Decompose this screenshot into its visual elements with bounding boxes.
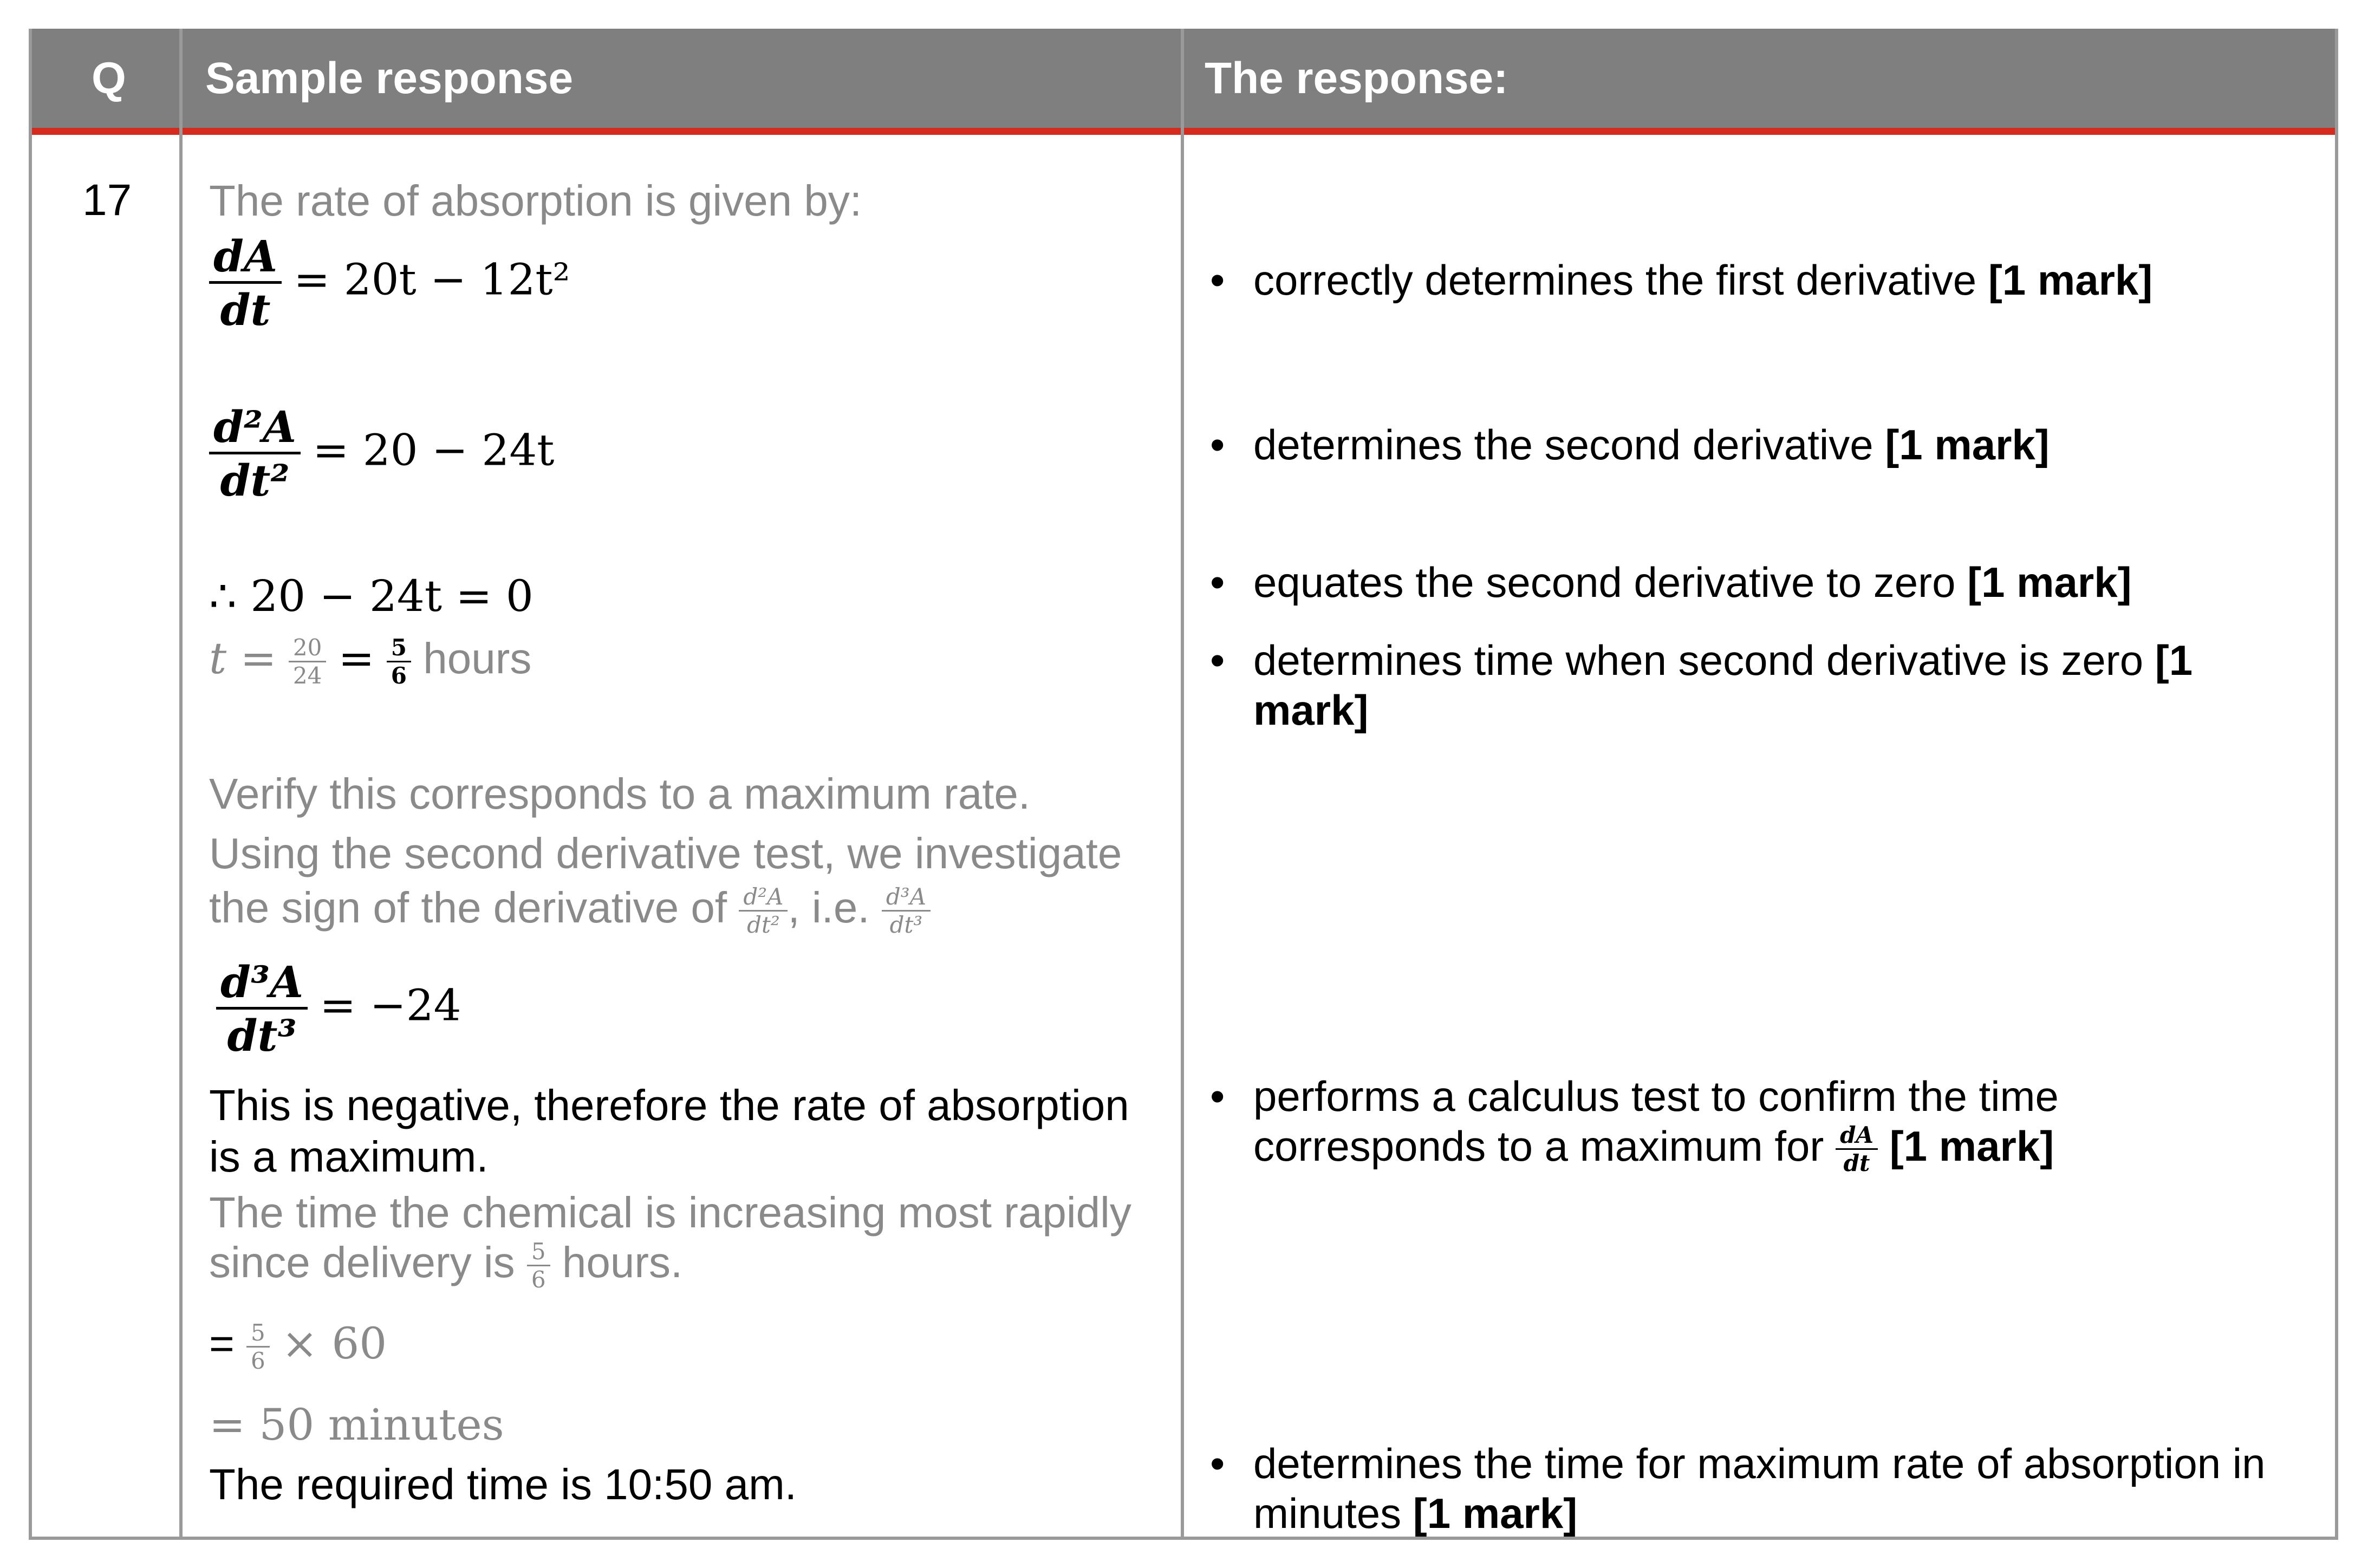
first-derivative-equation: $\frac{dA}{dt}$ = 20t − 12t²	[209, 235, 570, 331]
header-q: Q	[92, 54, 126, 103]
question-number: 17	[82, 175, 132, 225]
sample-line-rate-given: The rate of absorption is given by:	[209, 177, 862, 225]
inline-fraction-d3a: $\frac{\text{d³A}}{\text{dt³}}$	[882, 886, 931, 936]
minutes-calculation: = $\frac{5}{6}$ × 60	[209, 1318, 387, 1374]
column-divider	[1181, 29, 1184, 1537]
time-solution: t = $\frac{20}{24}$ = $\frac{5}{6}$ hours	[209, 633, 532, 689]
column-divider	[179, 29, 183, 1537]
inline-fraction-d2a: $\frac{\text{d²A}}{\text{dt²}}$	[739, 886, 788, 936]
negative-line-2: is a maximum.	[209, 1133, 489, 1181]
header-sample-response: Sample response	[205, 54, 574, 103]
third-derivative-fraction: $\frac{\text{d³A}}{\text{dt³}}$	[216, 960, 308, 1057]
second-derivative-equation: $\frac{\text{d²A}}{\text{dt²}}$ = 20 − 24t	[209, 405, 554, 502]
rapid-increase-line: The time the chemical is increasing most rapidly	[209, 1188, 1131, 1237]
negative-line-1: This is negative, therefore the rate of absorption	[209, 1081, 1129, 1129]
header-the-response: The response:	[1205, 54, 1508, 103]
required-time-line: The required time is 10:50 am.	[209, 1460, 797, 1508]
second-derivative-fraction: $\frac{\text{d²A}}{\text{dt²}}$	[209, 405, 301, 502]
fraction-5-6-hours: $\frac{5}{6}$	[527, 1240, 550, 1291]
derivative-sign-line: the sign of the derivative of $\frac{\text{d²A}}{\text{dt²}}$ , i.e. $\frac{\text{d³A}}{\text{dt³}}$	[209, 882, 931, 936]
fraction-5-6: $\frac{5}{6}$	[387, 636, 411, 687]
fraction-5-6-times: $\frac{5}{6}$	[246, 1322, 270, 1372]
second-derivative-zero-equation: ∴ 20 − 24t = 0	[209, 571, 534, 621]
verify-line: Verify this corresponds to a maximum rate.	[209, 770, 1031, 818]
since-delivery-line: since delivery is $\frac{5}{6}$ hours.	[209, 1238, 683, 1293]
marking-table: Q Sample response The response: 17 The rate of absorption is given by: $\frac{dA}{dt}$ = 20t − 12t² $\frac{\text{d²A}}{\text{dt²}}$ = 20 − 24t ∴ 20 − 24t = 0 t = $\frac{20}{24}$ = $\frac{5}{6}$ hours Verify this corresponds to a maximum rate. Using the second derivative test, we investigate the sign of the derivative of $\frac{\text{d²A}}{\text{dt²}}$ , i.e. $\frac{\text{d³A}}{\text{dt³}}$ $\frac{\text{d³A}}{\text{dt³}}$ = −24 This is negative, therefore the rate of absorption is a maximum. The time the chemical is increasing most rapidly since delivery is $\frac{5}{6}$ hours. = $\frac{5}{6}$ × 60 = 50 minutes The required time is 10:50 am. • correctly determines the first derivative [1 mark] • determines the second derivative [1 mark] • equates the second derivative to zero [1 mark] • determines time when second derivative is zero [1 mark] • performs a calculus test to confirm the time corresponds to a maximum for $\frac{dA}{dt}$ [1 mark] • determines the time for maximum rate of absorption in minutes [1 mark]	[29, 29, 2338, 1540]
second-derivative-test-line: Using the second derivative test, we investigate	[209, 829, 1122, 877]
fifty-minutes-line: = 50 minutes	[209, 1400, 504, 1450]
third-derivative-equation: $\frac{\text{d³A}}{\text{dt³}}$ = −24	[216, 960, 461, 1057]
first-derivative-fraction: $\frac{dA}{dt}$	[209, 235, 282, 331]
inline-fraction-da-dt: $\frac{dA}{dt}$	[1836, 1124, 1878, 1175]
fraction-20-24: $\frac{20}{24}$	[289, 636, 326, 687]
